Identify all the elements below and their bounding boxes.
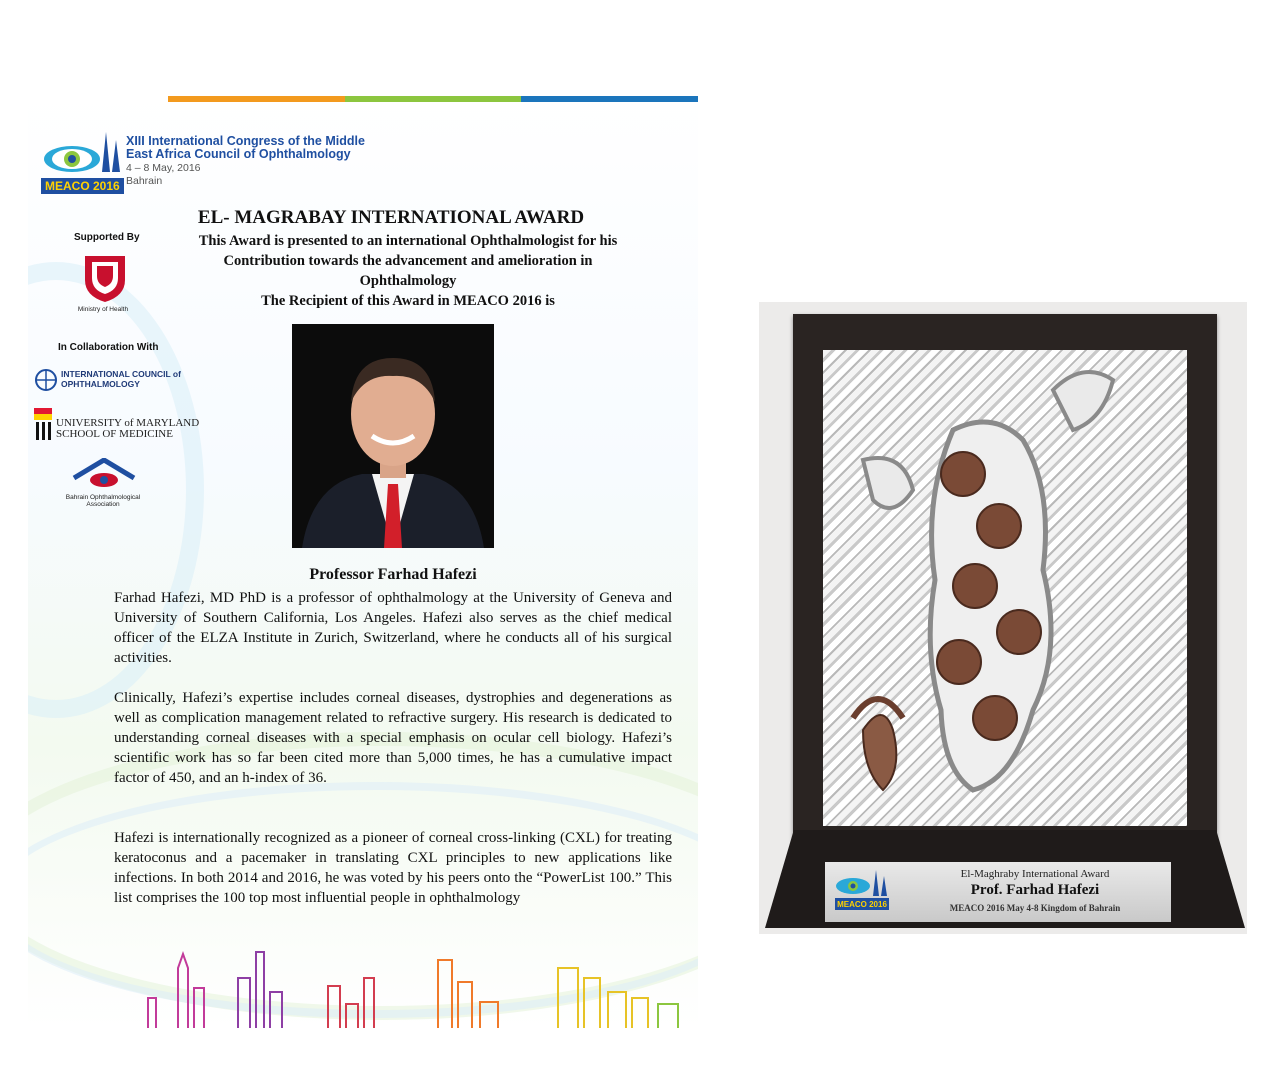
intro-line: This Award is presented to an international Ophthalmologist for his — [198, 233, 618, 249]
congress-title: XIII International Congress of the Middle East Africa Council of Ophthalmology — [126, 134, 365, 161]
bio-paragraph: Hafezi is internationally recognized as a pioneer of corneal cross-linking (CXL) for treating keratoconus and a pacemaker in translating CXL principles to new applications like infections. In both 2014 and 2016, he was voted by his peers onto the “PowerList 100.” This list comprises the 100 top most influential people in ophthalmology — [114, 830, 672, 906]
portrait-image — [292, 324, 494, 548]
congress-place: Bahrain — [126, 175, 163, 187]
boa-label: Bahrain Ophthalmological Association — [65, 494, 141, 508]
award-certificate — [28, 92, 698, 1028]
intro-line: Contribution towards the advancement and amelioration in — [223, 253, 593, 269]
trophy-nameplate — [825, 862, 1171, 922]
recipient-name: Professor Farhad Hafezi — [309, 566, 477, 583]
trophy-name-line: Prof. Farhad Hafezi — [970, 882, 1100, 898]
congress-dates: 4 – 8 May, 2016 — [126, 162, 201, 174]
trophy-frame — [793, 314, 1217, 844]
award-title: EL- MAGRABAY INTERNATIONAL AWARD — [197, 207, 585, 228]
icoph-label: INTERNATIONAL COUNCIL of OPHTHALMOLOGY — [61, 369, 181, 389]
ministry-emblem-icon — [80, 252, 130, 304]
trophy-photo — [759, 302, 1247, 934]
bahrain-map-relief — [823, 350, 1187, 826]
recipient-portrait — [292, 324, 494, 548]
trophy-event-line: MEACO 2016 May 4-8 Kingdom of Bahrain — [949, 903, 1121, 913]
bio-paragraph: Farhad Hafezi, MD PhD is a professor of ophthalmology at the University of Geneva and University of Southern California, Los Angeles. Hafezi also serves as the chief medical officer of the ELZA Institute in Zurich, Switzerland, where he conducts all of his surgical activities. — [114, 590, 672, 666]
bio-paragraph: Clinically, Hafezi’s expertise includes corneal diseases, dystrophies and degenerations as well as complication management related to refractive surgery. His research is dedicated to understanding corneal diseases with a special emphasis on ocular cell biology. Hafezi’s scientific work has so far been cited more than 5,000 times, he has a cumulative impact factor of 450, and an h-index of 36. — [114, 690, 672, 786]
city-skyline — [28, 948, 698, 1028]
color-bar — [168, 96, 698, 102]
meaco-badge: MEACO 2016 — [41, 178, 124, 194]
umd-crest-icon — [34, 408, 52, 442]
np-logo-text: MEACO 2016 — [837, 900, 887, 909]
umd-line: SCHOOL OF MEDICINE — [56, 428, 173, 440]
collaboration-label: In Collaboration With — [58, 342, 159, 353]
boa-logo-icon — [72, 458, 136, 492]
umd-label — [56, 418, 199, 440]
intro-line: Ophthalmology — [359, 273, 457, 289]
supported-by-label: Supported By — [74, 232, 140, 243]
umd-line: UNIVERSITY of MARYLAND — [56, 417, 200, 429]
icoph-globe-icon — [34, 368, 58, 392]
ministry-label: Ministry of Health — [77, 306, 129, 313]
intro-line: The Recipient of this Award in MEACO 2016 is — [261, 293, 555, 309]
award-intro — [138, 231, 678, 311]
trophy-award-line: El-Maghraby International Award — [960, 868, 1110, 880]
silver-plate — [823, 350, 1187, 826]
congress-header — [126, 135, 366, 187]
meaco-eye-logo-icon — [833, 868, 891, 914]
